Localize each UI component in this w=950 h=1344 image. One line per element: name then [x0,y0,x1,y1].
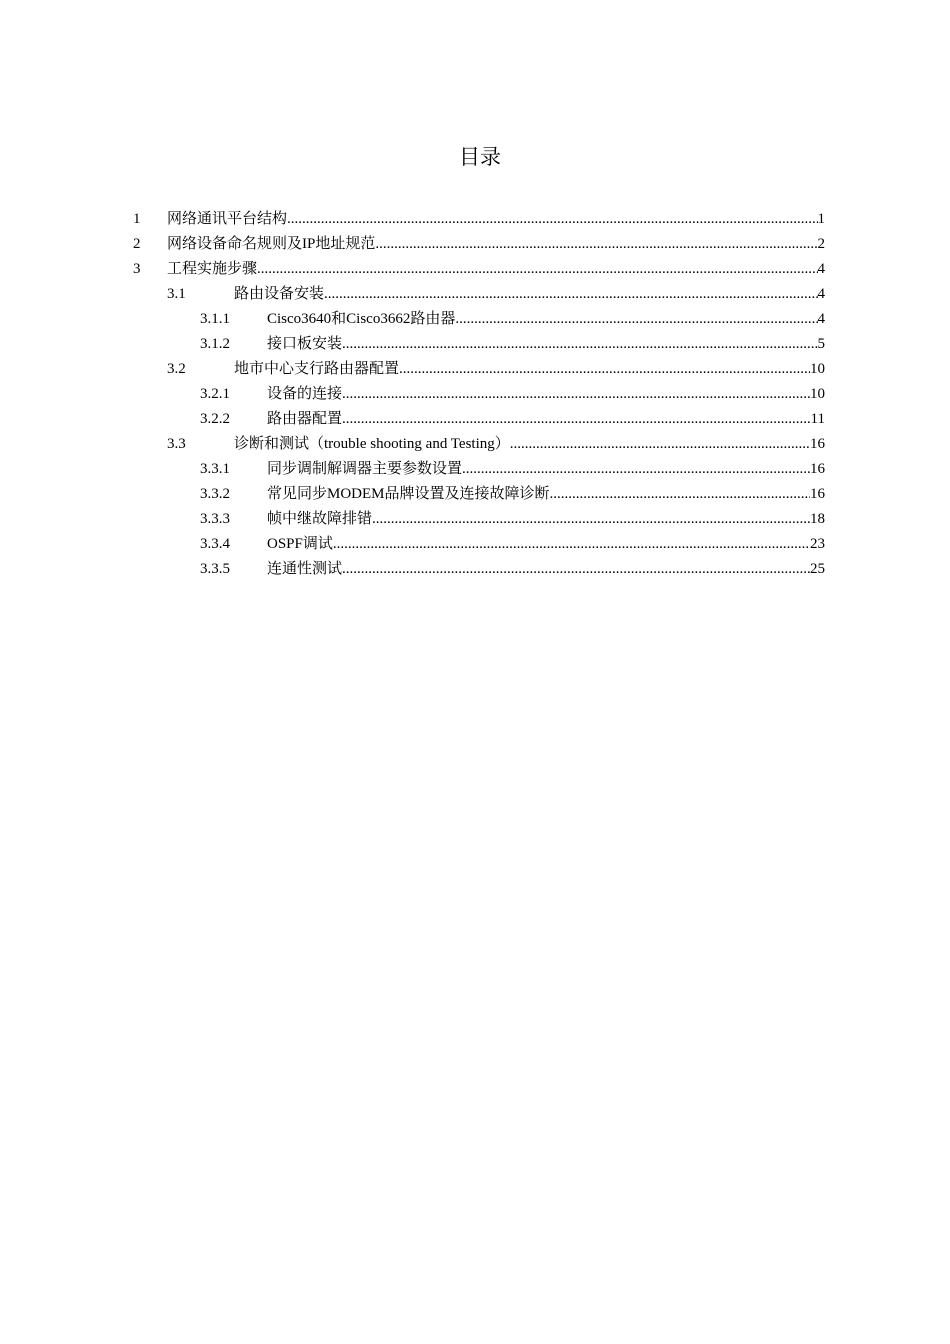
toc-entry-title: Cisco3640和Cisco3662路由器 [267,311,456,327]
toc-entry[interactable] [133,232,825,257]
toc-entry-page: 18 [810,511,825,527]
toc-entry-number: 3.3 [167,436,186,452]
toc-entry-title: OSPF调试 [267,536,333,552]
toc-dot-leader [342,557,810,582]
toc-title: 目录 [459,145,501,169]
toc-entry[interactable] [167,282,825,307]
toc-entry-page: 4 [817,286,825,302]
toc-entry-title: 路由器配置 [267,411,343,427]
toc-entry-number: 3.1.1 [200,311,230,327]
toc-entry-page: 5 [817,336,825,352]
toc-entry-page: 10 [810,361,825,377]
toc-entry-page: 11 [810,411,825,427]
toc-entry[interactable] [133,257,825,282]
toc-entry-title: 接口板安装 [267,336,343,352]
toc-entry-title: 工程实施步骤 [167,261,258,277]
toc-entry-number: 3.1 [167,286,186,302]
toc-entry-title: 同步调制解调器主要参数设置 [267,461,463,477]
toc-entry-title: 网络设备命名规则及IP地址规范 [167,236,376,252]
toc-entry-page: 10 [810,386,825,402]
toc-dot-leader [375,232,817,257]
toc-entry-page: 16 [810,461,825,477]
toc-entry-title: 地市中心支行路由器配置 [234,361,400,377]
toc-entry-title: 设备的连接 [267,386,343,402]
toc-entry-page: 4 [817,261,825,277]
toc-entry-number: 2 [133,236,141,252]
toc-entry-title: 连通性测试 [267,561,343,577]
toc-entry-page: 1 [817,211,825,227]
toc-entry-number: 3.3.3 [200,511,230,527]
toc-dot-leader [455,307,817,332]
toc-entry[interactable] [200,307,825,332]
toc-entry[interactable] [200,382,825,407]
toc-entry[interactable] [200,407,825,432]
toc-entry-page: 16 [810,436,825,452]
toc-dot-leader [342,407,811,432]
toc-entry[interactable] [200,557,825,582]
toc-dot-leader [324,282,817,307]
toc-dot-leader [510,432,810,457]
toc-dot-leader [287,207,817,232]
toc-dot-leader [257,257,817,282]
toc-entry-number: 3.2.1 [200,386,230,402]
toc-dot-leader [333,532,810,557]
toc-entry-title: 网络通讯平台结构 [167,211,288,227]
toc-entry[interactable] [200,532,825,557]
toc-entry-number: 3.2 [167,361,186,377]
toc-entry-number: 3.3.2 [200,486,230,502]
toc-entry-title: 诊断和测试（trouble shooting and Testing） [234,436,510,452]
toc-entry[interactable] [200,457,825,482]
toc-entry[interactable] [133,207,825,232]
toc-entry-number: 3.2.2 [200,411,230,427]
toc-entry-number: 3.3.5 [200,561,230,577]
toc-entry-number: 3.3.1 [200,461,230,477]
toc-entry-title: 常见同步MODEM品牌设置及连接故障诊断 [267,486,550,502]
toc-dot-leader [550,482,810,507]
toc-entry[interactable] [200,482,825,507]
toc-entry-number: 3.1.2 [200,336,230,352]
toc-dot-leader [372,507,810,532]
toc-entry-title: 路由设备安装 [234,286,325,302]
toc-entry-page: 4 [817,311,825,327]
toc-entry[interactable] [167,432,825,457]
toc-entry-page: 25 [810,561,825,577]
toc-entry-number: 1 [133,211,141,227]
toc-entry[interactable] [200,332,825,357]
toc-dot-leader [342,382,810,407]
toc-entry-number: 3 [133,261,141,277]
toc-entry-number: 3.3.4 [200,536,230,552]
toc-entry[interactable] [167,357,825,382]
toc-dot-leader [342,332,817,357]
toc-entry-page: 2 [817,236,825,252]
toc-entry-page: 16 [810,486,825,502]
toc-entry[interactable] [200,507,825,532]
toc-dot-leader [399,357,810,382]
toc-entry-page: 23 [810,536,825,552]
toc-dot-leader [462,457,810,482]
toc-entry-title: 帧中继故障排错 [267,511,373,527]
